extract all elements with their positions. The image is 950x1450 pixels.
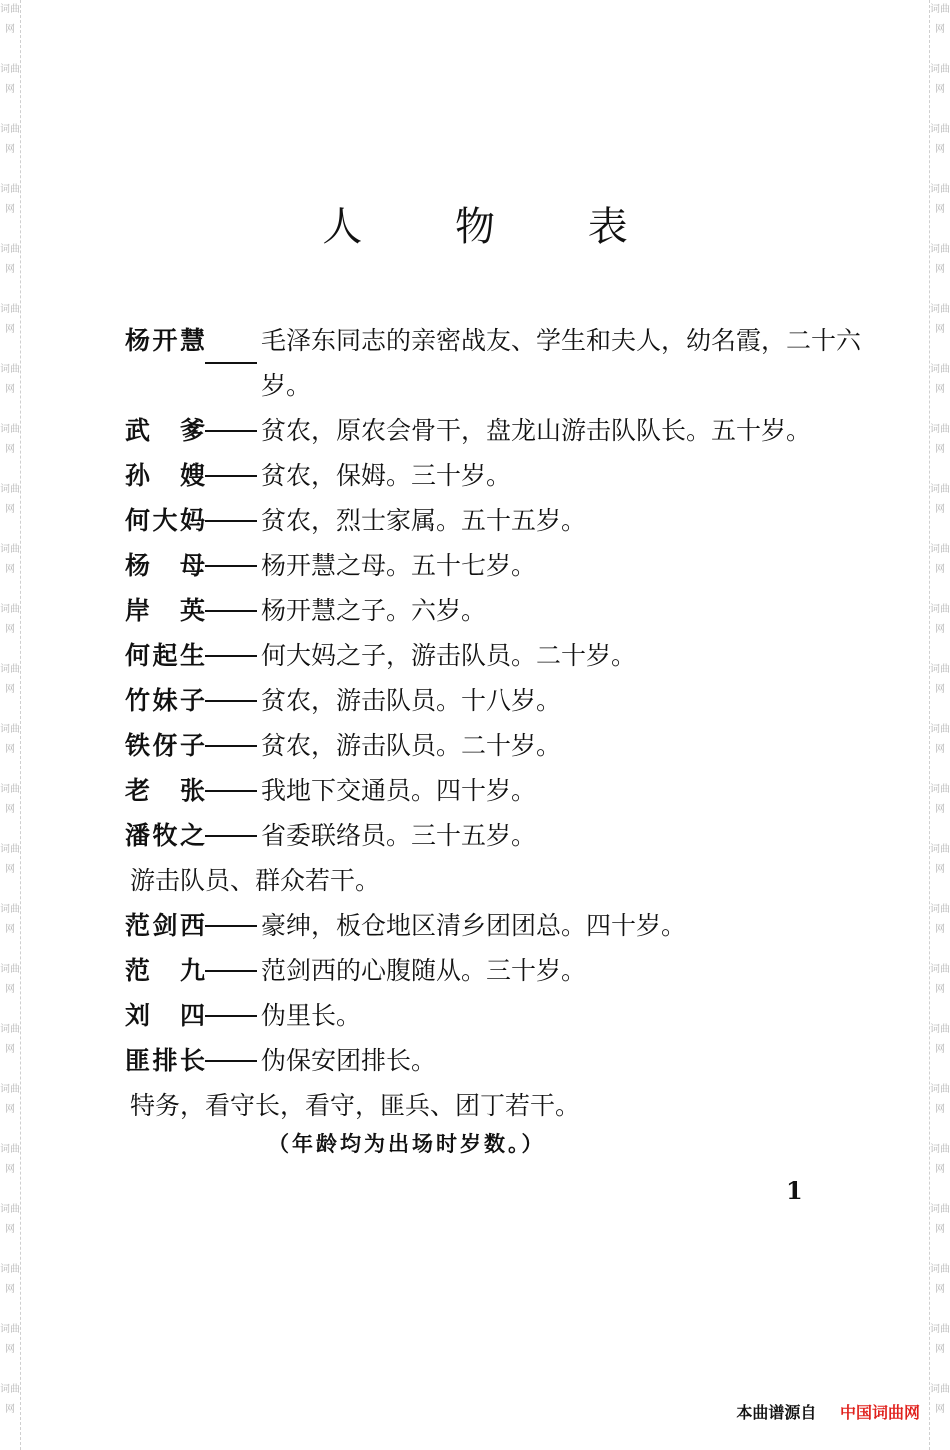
character-name: 范 九	[125, 956, 205, 985]
watermark-mark: 词曲网	[0, 784, 20, 815]
watermark-mark: 词曲网	[930, 544, 950, 575]
cast-entry	[125, 588, 865, 633]
dash-separator	[205, 543, 261, 588]
character-name: 老 张	[125, 776, 205, 805]
watermark-mark: 词曲网	[930, 904, 950, 935]
watermark-mark: 词曲网	[930, 184, 950, 215]
character-name: 孙 嫂	[125, 461, 205, 490]
cast-entry	[125, 813, 865, 858]
character-name: 何起生	[125, 641, 205, 670]
cast-entry	[125, 318, 865, 408]
watermark-mark: 词曲网	[0, 844, 20, 875]
watermark-mark: 词曲网	[930, 1024, 950, 1055]
watermark-mark: 词曲网	[0, 964, 20, 995]
crowd-line-2: 特务，看守长，看守，匪兵、团丁若干。	[130, 1091, 581, 1120]
cast-entry	[125, 633, 865, 678]
watermark-mark: 词曲网	[930, 484, 950, 515]
dash-separator	[205, 813, 261, 858]
character-description: 贫农，烈士家属。五十五岁。	[261, 506, 587, 535]
character-description: 杨开慧之子。六岁。	[261, 596, 487, 625]
watermark-mark: 词曲网	[930, 4, 950, 35]
cast-entry	[125, 498, 865, 543]
cast-entry	[125, 543, 865, 588]
character-name: 刘 四	[125, 1001, 205, 1030]
character-name: 匪排长	[125, 1046, 205, 1075]
cast-entry	[125, 768, 865, 813]
character-name: 何大妈	[125, 506, 205, 535]
character-name: 杨 母	[125, 551, 205, 580]
character-name: 潘牧之	[125, 821, 205, 850]
character-description: 贫农，游击队员。二十岁。	[261, 731, 562, 760]
watermark-mark: 词曲网	[0, 1384, 20, 1415]
watermark-mark: 词曲网	[930, 1264, 950, 1295]
watermark-mark: 词曲网	[0, 664, 20, 695]
watermark-mark: 词曲网	[930, 424, 950, 455]
character-description: 贫农，保姆。三十岁。	[261, 461, 512, 490]
watermark-mark: 词曲网	[0, 64, 20, 95]
watermark-mark: 词曲网	[0, 604, 20, 635]
watermark-mark: 词曲网	[930, 64, 950, 95]
character-name: 杨开慧	[125, 326, 205, 355]
page-title: 人 物 表	[322, 204, 668, 250]
dash-separator	[205, 723, 261, 768]
dash-separator	[205, 1038, 261, 1083]
cast-entry	[125, 408, 865, 453]
watermark-mark: 词曲网	[0, 124, 20, 155]
watermark-mark: 词曲网	[0, 1204, 20, 1235]
watermark-mark: 词曲网	[930, 784, 950, 815]
character-description: 贫农，游击队员。十八岁。	[261, 686, 562, 715]
dash-separator	[205, 633, 261, 678]
watermark-mark: 词曲网	[0, 484, 20, 515]
crowd-line-1: 游击队员、群众若干。	[130, 866, 381, 895]
watermark-mark: 词曲网	[930, 964, 950, 995]
watermark-mark: 词曲网	[0, 1264, 20, 1295]
watermark-mark: 词曲网	[930, 304, 950, 335]
watermark-mark: 词曲网	[0, 4, 20, 35]
character-description: 贫农，原农会骨干，盘龙山游击队队长。五十岁。	[261, 416, 812, 445]
character-description: 豪绅，板仓地区清乡团团总。四十岁。	[261, 911, 687, 940]
watermark-mark: 词曲网	[930, 1384, 950, 1415]
source-footer	[736, 1400, 920, 1423]
watermark-mark: 词曲网	[930, 364, 950, 395]
watermark-mark: 词曲网	[930, 844, 950, 875]
watermark-mark: 词曲网	[930, 724, 950, 755]
character-description: 伪保安团排长。	[261, 1046, 437, 1075]
dash-separator	[205, 768, 261, 813]
watermark-mark: 词曲网	[0, 424, 20, 455]
character-description: 我地下交通员。四十岁。	[261, 776, 537, 805]
character-description: 杨开慧之母。五十七岁。	[261, 551, 537, 580]
dash-separator	[205, 588, 261, 633]
dash-separator	[205, 498, 261, 543]
page-number: 1	[786, 1176, 803, 1205]
watermark-mark: 词曲网	[0, 544, 20, 575]
cast-list	[125, 318, 865, 1128]
character-description: 省委联络员。三十五岁。	[261, 821, 537, 850]
watermark-mark: 词曲网	[0, 1324, 20, 1355]
watermark-mark: 词曲网	[0, 304, 20, 335]
dash-separator	[205, 948, 261, 993]
watermark-mark: 词曲网	[0, 244, 20, 275]
watermark-mark: 词曲网	[930, 1324, 950, 1355]
character-description: 何大妈之子，游击队员。二十岁。	[261, 641, 637, 670]
watermark-mark: 词曲网	[930, 244, 950, 275]
cast-entry	[125, 948, 865, 993]
character-name: 铁伢子	[125, 731, 205, 760]
cast-entry	[125, 993, 865, 1038]
watermark-mark: 词曲网	[0, 1084, 20, 1115]
watermark-mark: 词曲网	[930, 1204, 950, 1235]
watermark-mark: 词曲网	[930, 664, 950, 695]
watermark-mark: 词曲网	[0, 184, 20, 215]
watermark-mark: 词曲网	[930, 1144, 950, 1175]
watermark-mark: 词曲网	[0, 904, 20, 935]
dash-separator	[205, 408, 261, 453]
source-label: 本曲谱源自	[736, 1403, 817, 1422]
cast-entry	[125, 1038, 865, 1083]
watermark-mark: 词曲网	[0, 1024, 20, 1055]
character-description: 伪里长。	[261, 1001, 362, 1030]
cast-entry	[125, 723, 865, 768]
age-note: （年龄均为出场时岁数。）	[268, 1131, 546, 1156]
cast-entry	[125, 903, 865, 948]
character-description: 范剑西的心腹随从。三十岁。	[261, 956, 587, 985]
cast-entry	[125, 453, 865, 498]
watermark-mark: 词曲网	[930, 124, 950, 155]
character-name: 岸 英	[125, 596, 205, 625]
character-name: 武 爹	[125, 416, 205, 445]
watermark-mark: 词曲网	[0, 1144, 20, 1175]
watermark-mark: 词曲网	[0, 724, 20, 755]
source-site-link[interactable]: 中国词曲网	[839, 1403, 920, 1422]
dash-separator	[205, 453, 261, 498]
dash-separator	[205, 318, 261, 408]
character-description: 毛泽东同志的亲密战友、学生和夫人，幼名霞，二十六岁。	[261, 326, 862, 400]
watermark-mark: 词曲网	[930, 604, 950, 635]
dash-separator	[205, 903, 261, 948]
dash-separator	[205, 678, 261, 723]
cast-entry	[125, 678, 865, 723]
dash-separator	[205, 993, 261, 1038]
watermark-mark: 词曲网	[0, 364, 20, 395]
watermark-mark: 词曲网	[930, 1084, 950, 1115]
character-name: 竹妹子	[125, 686, 205, 715]
character-name: 范剑西	[125, 911, 205, 940]
